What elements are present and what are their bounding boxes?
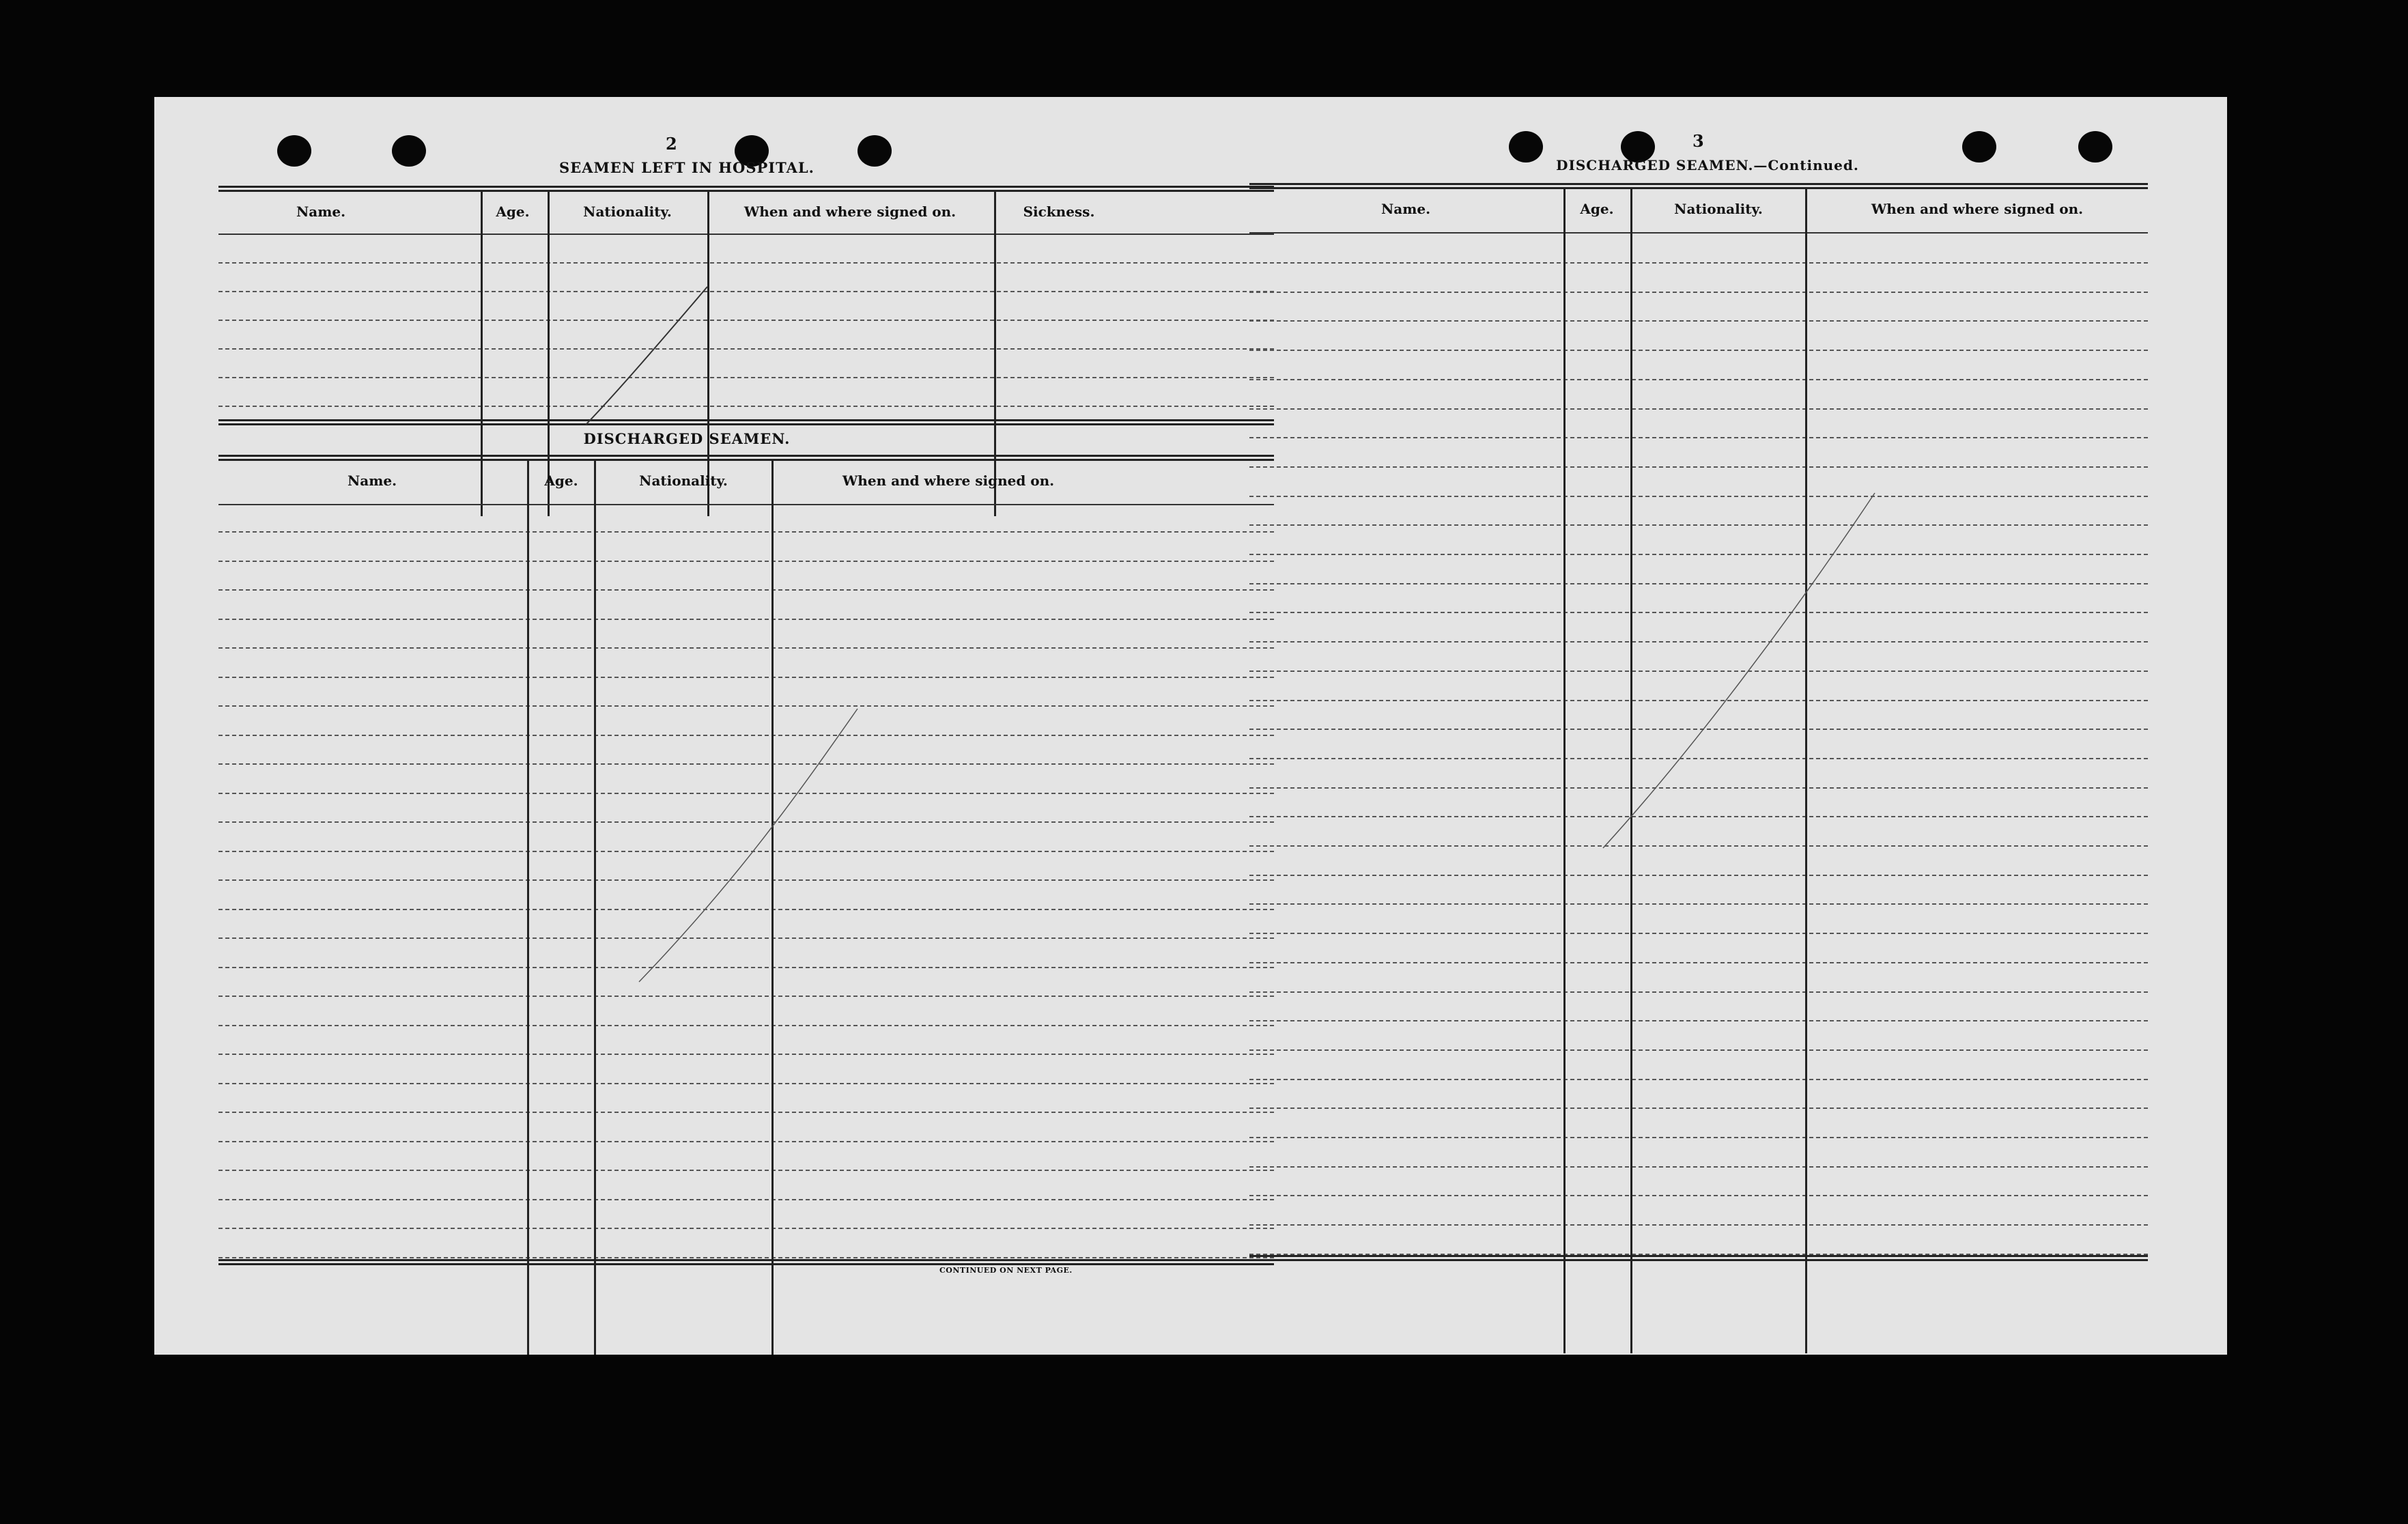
right-header-name: Name.: [1380, 201, 1431, 217]
hospital-section-title: SEAMEN LEFT IN HOSPITAL.: [559, 159, 815, 176]
discharged-header-name: Name.: [347, 472, 397, 489]
continued-footer: CONTINUED ON NEXT PAGE.: [939, 1266, 1073, 1275]
discharged-header-nationality: Nationality.: [639, 472, 728, 489]
discharged-section-title: DISCHARGED SEAMEN.: [583, 430, 791, 447]
right-section-title: DISCHARGED SEAMEN.—Continued.: [1556, 157, 1859, 173]
hospital-header-name: Name.: [296, 203, 346, 220]
left-page-number: 2: [666, 134, 677, 154]
right-page-number: 3: [1692, 131, 1704, 151]
pencil-strokes: [154, 97, 2227, 1355]
right-header-signed-on: When and where signed on.: [1871, 201, 2084, 217]
right-header-nationality: Nationality.: [1674, 201, 1763, 217]
hospital-header-age: Age.: [496, 203, 530, 220]
ledger-sheet: [154, 97, 2227, 1355]
right-header-age: Age.: [1580, 201, 1614, 217]
hospital-header-signed-on: When and where signed on.: [743, 203, 957, 220]
hospital-header-sickness: Sickness.: [1023, 203, 1095, 220]
discharged-header-age: Age.: [544, 472, 578, 489]
discharged-header-signed-on: When and where signed on.: [842, 472, 1055, 489]
hospital-header-nationality: Nationality.: [583, 203, 672, 220]
